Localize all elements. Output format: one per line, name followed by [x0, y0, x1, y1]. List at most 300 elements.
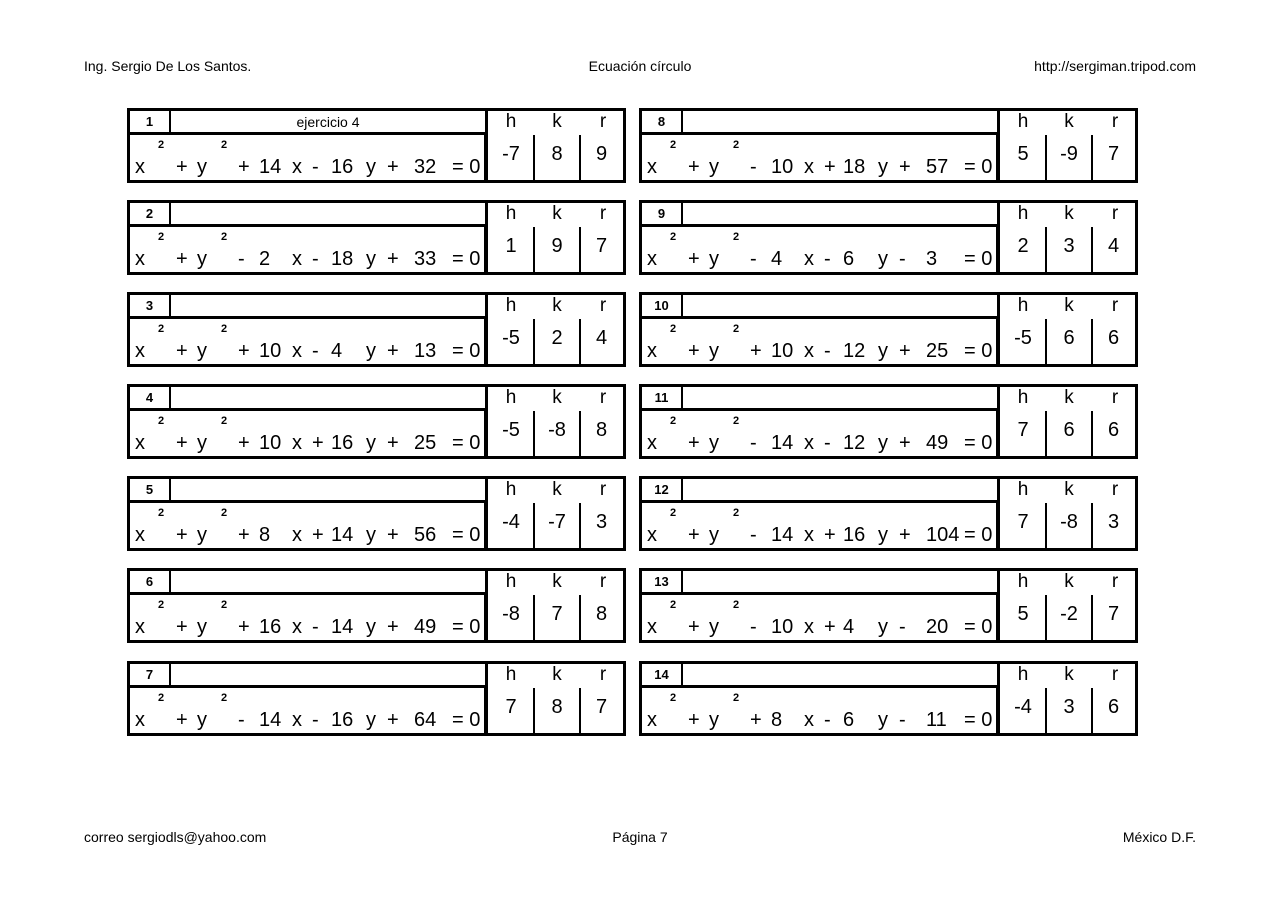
equation-y-exponent: 2: [221, 599, 228, 611]
equation-equals-zero: = 0: [452, 156, 481, 178]
equation-f-sign: +: [387, 432, 399, 454]
equation-y-var: y: [709, 340, 719, 362]
h-header: h: [1017, 664, 1029, 685]
k-header: k: [552, 203, 562, 224]
k-header: k: [552, 387, 562, 408]
equation-e-sign: -: [824, 432, 831, 454]
equation-equals-zero: = 0: [964, 248, 993, 270]
exercise-4: [127, 384, 626, 459]
exercise-number: 8: [639, 108, 683, 135]
cell-divider: [579, 227, 581, 272]
h-value: -7: [488, 135, 534, 183]
exercise-7: [127, 661, 626, 736]
equation-plus-sign: +: [176, 248, 188, 270]
exercise-title: [171, 292, 488, 319]
equation-plus-sign: +: [176, 340, 188, 362]
exercise-8: [639, 108, 1138, 183]
equation-x-exponent: 2: [158, 323, 165, 335]
equation-e-sign: -: [312, 156, 319, 178]
equation-plus-sign: +: [688, 709, 700, 731]
equation-d-coefficient: 8: [259, 524, 271, 546]
equation-d-coefficient: 10: [259, 340, 282, 362]
r-header: r: [1111, 203, 1119, 224]
equation-y-var: y: [197, 524, 207, 546]
r-header: r: [599, 295, 607, 316]
h-value: 5: [1000, 595, 1046, 643]
k-header: k: [552, 111, 562, 132]
equation-cell: [127, 319, 488, 367]
exercise-number: 13: [639, 568, 683, 595]
page-footer: [84, 829, 1196, 847]
cell-divider: [579, 503, 581, 548]
equation-e-coefficient: 16: [331, 156, 354, 178]
equation-y-var: y: [709, 248, 719, 270]
equation-y-var: y: [878, 340, 888, 362]
equation-plus-sign: +: [688, 156, 700, 178]
cell-divider: [533, 319, 535, 364]
equation-y-exponent: 2: [221, 415, 228, 427]
equation-e-sign: -: [312, 709, 319, 731]
equation-equals-zero: = 0: [964, 524, 993, 546]
h-header: h: [1017, 203, 1029, 224]
equation-y-var: y: [366, 524, 376, 546]
equation-f-sign: -: [899, 616, 906, 638]
r-value: 4: [580, 319, 623, 367]
equation-cell: [127, 688, 488, 736]
equation-equals-zero: = 0: [452, 524, 481, 546]
equation-cell: [127, 411, 488, 459]
k-value: 3: [1046, 688, 1092, 736]
equation-f-sign: -: [899, 248, 906, 270]
k-value: -9: [1046, 135, 1092, 183]
cell-divider: [533, 227, 535, 272]
equation-plus-sign: +: [176, 709, 188, 731]
r-header: r: [1111, 479, 1119, 500]
cell-divider: [579, 135, 581, 180]
equation-x-var: x: [804, 248, 814, 270]
exercise-title: ejercicio 4: [171, 108, 488, 135]
r-header: r: [599, 571, 607, 592]
equation-cell: [639, 688, 1000, 736]
equation-e-coefficient: 4: [331, 340, 343, 362]
equation-f-constant: 13: [414, 340, 437, 362]
exercise-title: [683, 384, 1000, 411]
equation-x-exponent: 2: [670, 231, 677, 243]
equation-f-sign: +: [387, 248, 399, 270]
page-header: [84, 58, 1196, 76]
k-header: k: [1064, 203, 1074, 224]
cell-divider: [579, 595, 581, 640]
k-value: 6: [1046, 411, 1092, 459]
equation-d-coefficient: 10: [771, 340, 794, 362]
k-value: -7: [534, 503, 580, 551]
equation-x-var: x: [135, 709, 145, 731]
cell-divider: [533, 135, 535, 180]
k-value: 3: [1046, 227, 1092, 275]
k-value: 2: [534, 319, 580, 367]
equation-d-sign: +: [238, 340, 250, 362]
exercise-12: [639, 476, 1138, 551]
equation-y-exponent: 2: [733, 139, 740, 151]
exercise-14: [639, 661, 1138, 736]
exercise-title: [683, 661, 1000, 688]
equation-x-exponent: 2: [158, 692, 165, 704]
k-value: -8: [1046, 503, 1092, 551]
equation-y-exponent: 2: [221, 231, 228, 243]
equation-cell: [127, 503, 488, 551]
equation-y-exponent: 2: [733, 692, 740, 704]
equation-d-coefficient: 14: [771, 432, 794, 454]
equation-cell: [639, 227, 1000, 275]
equation-cell: [639, 411, 1000, 459]
equation-f-constant: 56: [414, 524, 437, 546]
cell-divider: [1091, 135, 1093, 180]
equation-x-var: x: [804, 524, 814, 546]
exercise-number: 2: [127, 200, 171, 227]
equation-cell: [639, 503, 1000, 551]
k-header: k: [552, 295, 562, 316]
equation-e-coefficient: 16: [331, 432, 354, 454]
equation-equals-zero: = 0: [452, 248, 481, 270]
equation-x-var: x: [292, 616, 302, 638]
equation-f-constant: 49: [414, 616, 437, 638]
equation-x-var: x: [135, 156, 145, 178]
equation-x-var: x: [292, 432, 302, 454]
equation-e-coefficient: 16: [843, 524, 866, 546]
exercise-title: [171, 476, 488, 503]
r-value: 8: [580, 595, 623, 643]
equation-x-exponent: 2: [158, 415, 165, 427]
equation-y-exponent: 2: [221, 323, 228, 335]
equation-f-sign: +: [387, 616, 399, 638]
h-header: h: [505, 295, 517, 316]
equation-e-sign: -: [312, 616, 319, 638]
equation-y-exponent: 2: [733, 231, 740, 243]
h-value: -4: [1000, 688, 1046, 736]
exercise-title: [683, 568, 1000, 595]
equation-y-var: y: [709, 524, 719, 546]
equation-equals-zero: = 0: [452, 432, 481, 454]
r-value: 4: [1092, 227, 1135, 275]
h-value: -4: [488, 503, 534, 551]
equation-d-sign: -: [750, 524, 757, 546]
h-header: h: [1017, 111, 1029, 132]
equation-x-exponent: 2: [158, 599, 165, 611]
equation-d-sign: +: [750, 709, 762, 731]
k-header: k: [1064, 295, 1074, 316]
equation-equals-zero: = 0: [452, 340, 481, 362]
k-value: 6: [1046, 319, 1092, 367]
r-header: r: [599, 203, 607, 224]
equation-equals-zero: = 0: [964, 616, 993, 638]
cell-divider: [579, 411, 581, 456]
equation-d-sign: +: [238, 432, 250, 454]
cell-divider: [579, 319, 581, 364]
equation-x-var: x: [647, 248, 657, 270]
cell-divider: [579, 688, 581, 733]
equation-y-var: y: [366, 248, 376, 270]
r-header: r: [1111, 387, 1119, 408]
equation-e-sign: +: [312, 432, 324, 454]
exercise-number: 10: [639, 292, 683, 319]
footer-location: México D.F.: [1122, 829, 1196, 845]
header-title: Ecuación círculo: [588, 58, 692, 74]
equation-f-constant: 20: [926, 616, 949, 638]
exercise-title: [171, 568, 488, 595]
exercise-number: 9: [639, 200, 683, 227]
equation-plus-sign: +: [176, 432, 188, 454]
exercise-9: [639, 200, 1138, 275]
exercise-2: [127, 200, 626, 275]
h-value: -5: [488, 319, 534, 367]
equation-e-coefficient: 14: [331, 616, 354, 638]
equation-x-var: x: [804, 340, 814, 362]
h-value: 5: [1000, 135, 1046, 183]
exercise-10: [639, 292, 1138, 367]
exercise-number: 6: [127, 568, 171, 595]
equation-y-var: y: [878, 709, 888, 731]
k-header: k: [1064, 387, 1074, 408]
equation-x-var: x: [135, 248, 145, 270]
k-header: k: [552, 664, 562, 685]
equation-plus-sign: +: [688, 616, 700, 638]
k-header: k: [1064, 479, 1074, 500]
equation-f-sign: +: [387, 524, 399, 546]
equation-y-var: y: [878, 524, 888, 546]
h-value: 1: [488, 227, 534, 275]
cell-divider: [1091, 688, 1093, 733]
equation-d-sign: -: [750, 248, 757, 270]
equation-e-sign: -: [824, 709, 831, 731]
k-value: -8: [534, 411, 580, 459]
equation-f-sign: +: [899, 524, 911, 546]
equation-y-var: y: [197, 156, 207, 178]
h-header: h: [505, 111, 517, 132]
exercise-number: 3: [127, 292, 171, 319]
footer-email: correo sergiodls@yahoo.com: [84, 829, 267, 845]
equation-y-var: y: [878, 248, 888, 270]
equation-e-coefficient: 12: [843, 432, 866, 454]
h-header: h: [505, 664, 517, 685]
equation-d-sign: -: [238, 248, 245, 270]
equation-cell: [127, 135, 488, 183]
equation-plus-sign: +: [176, 156, 188, 178]
equation-y-var: y: [366, 340, 376, 362]
exercise-6: [127, 568, 626, 643]
equation-y-var: y: [878, 156, 888, 178]
equation-e-sign: +: [824, 616, 836, 638]
r-value: 8: [580, 411, 623, 459]
equation-e-coefficient: 18: [331, 248, 354, 270]
equation-x-exponent: 2: [670, 139, 677, 151]
equation-f-sign: +: [387, 709, 399, 731]
exercise-title: [683, 200, 1000, 227]
equation-plus-sign: +: [176, 616, 188, 638]
exercise-13: [639, 568, 1138, 643]
equation-d-coefficient: 4: [771, 248, 783, 270]
equation-cell: [639, 595, 1000, 643]
exercise-number: 11: [639, 384, 683, 411]
k-value: 9: [534, 227, 580, 275]
cell-divider: [1091, 503, 1093, 548]
r-value: 7: [1092, 135, 1135, 183]
equation-e-coefficient: 18: [843, 156, 866, 178]
equation-d-sign: -: [750, 616, 757, 638]
h-header: h: [505, 479, 517, 500]
k-value: -2: [1046, 595, 1092, 643]
equation-d-coefficient: 8: [771, 709, 783, 731]
exercise-1: [127, 108, 626, 183]
h-header: h: [1017, 295, 1029, 316]
equation-d-coefficient: 2: [259, 248, 271, 270]
equation-x-var: x: [135, 432, 145, 454]
exercise-title: [171, 661, 488, 688]
equation-f-sign: +: [899, 156, 911, 178]
equation-f-sign: +: [387, 156, 399, 178]
equation-y-var: y: [878, 432, 888, 454]
equation-d-coefficient: 10: [771, 616, 794, 638]
equation-y-exponent: 2: [733, 323, 740, 335]
h-value: 7: [1000, 411, 1046, 459]
equation-x-exponent: 2: [670, 507, 677, 519]
equation-x-exponent: 2: [670, 692, 677, 704]
equation-x-var: x: [804, 616, 814, 638]
equation-f-constant: 49: [926, 432, 949, 454]
exercise-number: 1: [127, 108, 171, 135]
cell-divider: [1091, 227, 1093, 272]
cell-divider: [1091, 411, 1093, 456]
k-header: k: [1064, 111, 1074, 132]
equation-f-sign: +: [899, 432, 911, 454]
exercise-title: [683, 292, 1000, 319]
r-header: r: [599, 479, 607, 500]
cell-divider: [1045, 227, 1047, 272]
equation-x-exponent: 2: [670, 599, 677, 611]
equation-f-sign: -: [899, 709, 906, 731]
exercise-number: 12: [639, 476, 683, 503]
header-author: Ing. Sergio De Los Santos.: [84, 58, 252, 74]
exercise-title: [683, 476, 1000, 503]
equation-cell: [639, 135, 1000, 183]
r-header: r: [1111, 571, 1119, 592]
equation-e-sign: +: [824, 524, 836, 546]
equation-e-coefficient: 4: [843, 616, 855, 638]
h-header: h: [1017, 387, 1029, 408]
exercise-number: 5: [127, 476, 171, 503]
equation-x-var: x: [647, 616, 657, 638]
equation-e-sign: -: [312, 248, 319, 270]
equation-y-exponent: 2: [733, 599, 740, 611]
equation-plus-sign: +: [176, 524, 188, 546]
equation-y-var: y: [366, 432, 376, 454]
equation-y-var: y: [709, 432, 719, 454]
k-value: 7: [534, 595, 580, 643]
equation-e-coefficient: 6: [843, 248, 855, 270]
h-value: 2: [1000, 227, 1046, 275]
cell-divider: [533, 503, 535, 548]
h-header: h: [505, 203, 517, 224]
equation-y-var: y: [366, 156, 376, 178]
equation-e-sign: +: [824, 156, 836, 178]
equation-e-sign: -: [824, 340, 831, 362]
exercise-title: [171, 384, 488, 411]
equation-d-sign: -: [238, 709, 245, 731]
equation-y-var: y: [709, 156, 719, 178]
r-header: r: [599, 387, 607, 408]
equation-d-sign: +: [750, 340, 762, 362]
equation-x-var: x: [647, 340, 657, 362]
cell-divider: [533, 595, 535, 640]
h-value: -5: [488, 411, 534, 459]
equation-x-var: x: [647, 432, 657, 454]
r-value: 3: [1092, 503, 1135, 551]
k-value: 8: [534, 135, 580, 183]
r-value: 6: [1092, 411, 1135, 459]
equation-x-exponent: 2: [670, 323, 677, 335]
cell-divider: [1091, 595, 1093, 640]
r-header: r: [1111, 664, 1119, 685]
k-header: k: [1064, 664, 1074, 685]
equation-x-exponent: 2: [158, 507, 165, 519]
equation-equals-zero: = 0: [452, 709, 481, 731]
equation-cell: [639, 319, 1000, 367]
equation-x-var: x: [292, 524, 302, 546]
equation-x-var: x: [647, 709, 657, 731]
r-header: r: [599, 664, 607, 685]
equation-x-var: x: [135, 616, 145, 638]
r-header: r: [599, 111, 607, 132]
cell-divider: [1045, 595, 1047, 640]
h-value: 7: [488, 688, 534, 736]
equation-d-coefficient: 16: [259, 616, 282, 638]
r-value: 7: [1092, 595, 1135, 643]
h-value: -8: [488, 595, 534, 643]
k-value: 8: [534, 688, 580, 736]
equation-x-var: x: [135, 340, 145, 362]
equation-e-coefficient: 12: [843, 340, 866, 362]
equation-x-exponent: 2: [158, 139, 165, 151]
k-header: k: [552, 571, 562, 592]
h-value: 7: [1000, 503, 1046, 551]
exercise-3: [127, 292, 626, 367]
equation-plus-sign: +: [688, 340, 700, 362]
equation-equals-zero: = 0: [964, 156, 993, 178]
equation-equals-zero: = 0: [964, 432, 993, 454]
equation-y-var: y: [197, 340, 207, 362]
equation-d-sign: -: [750, 156, 757, 178]
equation-f-constant: 25: [926, 340, 949, 362]
equation-x-var: x: [135, 524, 145, 546]
equation-x-var: x: [292, 709, 302, 731]
equation-f-sign: +: [899, 340, 911, 362]
equation-f-constant: 33: [414, 248, 437, 270]
equation-d-sign: -: [750, 432, 757, 454]
equation-f-constant: 25: [414, 432, 437, 454]
equation-y-var: y: [709, 616, 719, 638]
equation-y-exponent: 2: [221, 692, 228, 704]
footer-page-number: Página 7: [612, 829, 668, 845]
equation-plus-sign: +: [688, 248, 700, 270]
equation-y-var: y: [197, 616, 207, 638]
equation-e-coefficient: 14: [331, 524, 354, 546]
r-value: 9: [580, 135, 623, 183]
exercise-number: 14: [639, 661, 683, 688]
equation-f-constant: 11: [926, 709, 947, 731]
equation-x-var: x: [292, 340, 302, 362]
equation-e-sign: -: [824, 248, 831, 270]
equation-x-var: x: [292, 248, 302, 270]
equation-cell: [127, 595, 488, 643]
